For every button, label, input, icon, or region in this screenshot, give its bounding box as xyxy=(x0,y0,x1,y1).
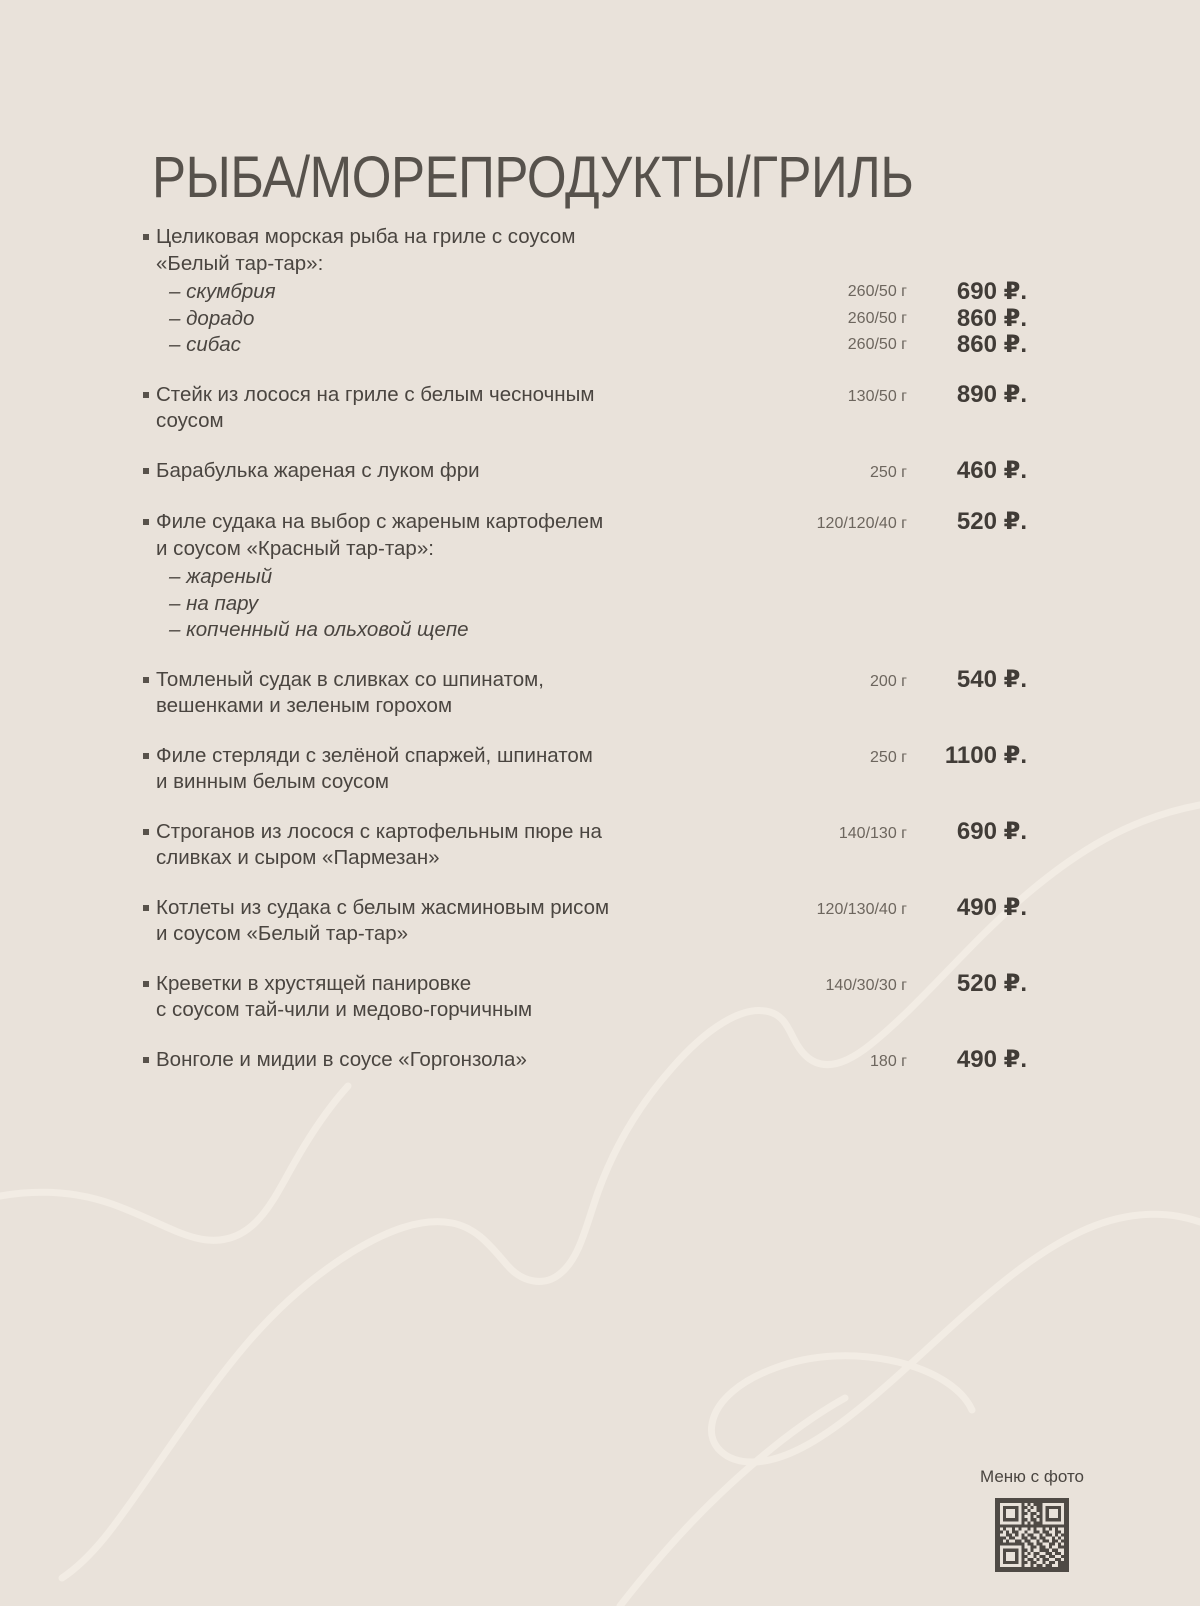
menu-item-option[interactable] xyxy=(143,332,1027,359)
bullet-square-icon xyxy=(143,224,156,240)
menu-item-name: Барабулька жареная с луком фри xyxy=(156,458,480,482)
menu-item[interactable] xyxy=(143,667,1027,720)
menu-item-option[interactable] xyxy=(143,591,1027,618)
menu-item-price: 520 ₽. xyxy=(956,969,1027,997)
menu-item-price: 540 ₽. xyxy=(956,665,1027,693)
bullet-square-icon xyxy=(143,667,156,683)
menu-item-name: Филе стерляди с зелёной спаржей, шпинатом и винным белым соусом xyxy=(156,743,593,793)
bullet-square-icon xyxy=(143,382,156,398)
bullet-square-icon xyxy=(143,971,156,987)
bullet-square-icon xyxy=(143,509,156,525)
menu-item[interactable] xyxy=(143,971,1027,1024)
option-price: 690 ₽. xyxy=(956,278,1027,305)
menu-item-price: 1100 ₽. xyxy=(944,741,1027,769)
menu-item-name: Стейк из лосося на гриле с белым чесночным соусом xyxy=(156,382,595,432)
menu-list xyxy=(143,224,1027,1075)
menu-item[interactable] xyxy=(143,458,1027,487)
menu-item-weight: 250 г xyxy=(870,748,907,766)
menu-item-weight: 140/30/30 г xyxy=(825,976,907,994)
bullet-square-icon xyxy=(143,458,156,474)
option-name: – скумбрия xyxy=(169,280,276,303)
menu-item-option[interactable] xyxy=(143,306,1027,333)
menu-item[interactable] xyxy=(143,895,1027,948)
menu-item[interactable] xyxy=(143,1047,1027,1076)
qr-caption: Меню с фото xyxy=(979,1467,1084,1486)
menu-item[interactable] xyxy=(143,743,1027,796)
menu-item[interactable] xyxy=(143,819,1027,872)
qr-code-image[interactable] xyxy=(995,1498,1069,1572)
menu-item-option[interactable] xyxy=(143,617,1027,644)
menu-item-name: Строганов из лосося с картофельным пюре на сливках и сыром «Пармезан» xyxy=(156,819,602,869)
option-name: – сибас xyxy=(169,333,241,356)
menu-item-weight: 120/130/40 г xyxy=(816,900,907,918)
menu-item-name: Котлеты из судака с белым жасминовым рисом и соусом «Белый тар-тар» xyxy=(156,895,610,945)
menu-item-option[interactable] xyxy=(143,564,1027,591)
option-weight: 260/50 г xyxy=(847,309,907,327)
option-price: 860 ₽. xyxy=(956,331,1027,358)
menu-item-weight: 200 г xyxy=(870,672,907,690)
menu-item-name: Целиковая морская рыба на гриле с соусом «Белый тар-тар»: xyxy=(156,225,576,275)
menu-item-price: 490 ₽. xyxy=(956,893,1027,921)
menu-item-option[interactable] xyxy=(143,279,1027,306)
menu-item[interactable] xyxy=(143,509,1027,644)
menu-item-price: 690 ₽. xyxy=(956,817,1027,845)
option-name: – на пару xyxy=(169,591,259,615)
menu-item-weight xyxy=(757,224,907,226)
menu-item-options xyxy=(143,279,1027,359)
menu-item[interactable] xyxy=(143,224,1027,359)
menu-item-price: 490 ₽. xyxy=(956,1045,1027,1073)
menu-item[interactable] xyxy=(143,382,1027,435)
menu-item-weight: 120/120/40 г xyxy=(816,515,907,532)
menu-item-name: Креветки в хрустящей панировке с соусом тай-чили и медово-горчичным xyxy=(156,971,533,1021)
option-name: – жареный xyxy=(169,565,273,588)
menu-item-weight: 250 г xyxy=(870,463,907,481)
menu-item-price: 890 ₽. xyxy=(956,380,1027,408)
qr-menu-block[interactable] xyxy=(942,1467,1122,1572)
option-name: – дорадо xyxy=(169,306,255,330)
page-title: РЫБА/МОРЕПРОДУКТЫ/ГРИЛЬ xyxy=(152,144,914,210)
bullet-square-icon xyxy=(143,819,156,835)
option-weight: 260/50 г xyxy=(847,336,907,353)
bullet-square-icon xyxy=(143,1047,156,1063)
menu-item-options xyxy=(143,564,1027,644)
menu-item-weight: 130/50 г xyxy=(847,387,907,405)
menu-item-name: Филе судака на выбор с жареным картофелем и соусом «Красный тар-тар»: xyxy=(156,510,604,560)
menu-item-weight: 180 г xyxy=(870,1052,907,1070)
menu-item-weight: 140/130 г xyxy=(838,824,907,842)
option-name: – копченный на ольховой щепе xyxy=(169,618,469,641)
menu-item-price: 520 ₽. xyxy=(956,508,1027,535)
bullet-square-icon xyxy=(143,895,156,911)
menu-item-name: Томленый судак в сливках со шпинатом, вешенками и зеленым горохом xyxy=(156,667,544,717)
bullet-square-icon xyxy=(143,743,156,759)
option-price: 860 ₽. xyxy=(956,304,1027,332)
option-weight: 260/50 г xyxy=(847,283,907,300)
menu-item-name: Вонголе и мидии в соусе «Горгонзола» xyxy=(156,1047,527,1071)
menu-item-price: 460 ₽. xyxy=(956,456,1027,484)
